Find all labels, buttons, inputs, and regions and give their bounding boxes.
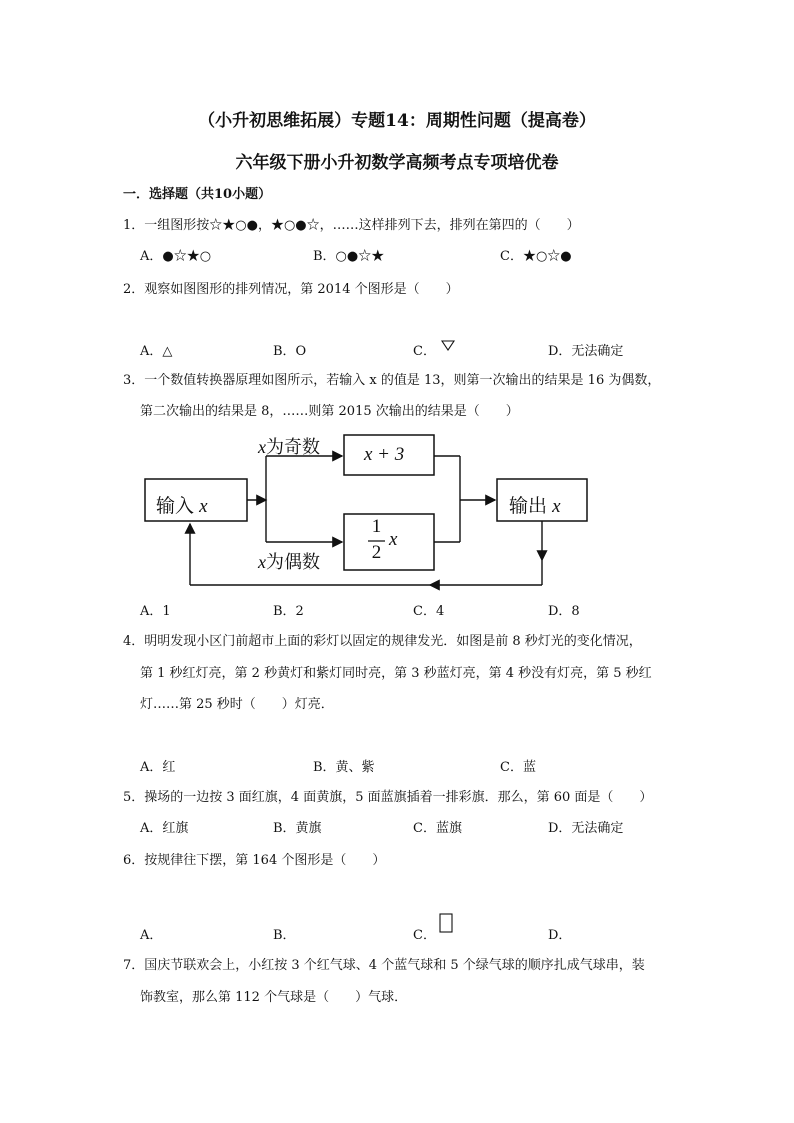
question-4-stem-line2: 第 1 秒红灯亮，第 2 秒黄灯和紫灯同时亮，第 3 秒蓝灯亮，第 4 秒没有灯亮，第 5 秒红 [140,666,652,681]
q2-option-c[interactable] [413,343,436,361]
q5-option-b[interactable]: B．黄旗 [273,821,322,836]
fraction-numerator: 1 [371,516,382,537]
question-3-stem-line1: 3．一个数值转换器原理如图所示，若输入 x 的值是 13，则第一次输出的结果是 16 为偶数， [123,373,661,388]
page-title: （小升初思维拓展）专题14：周期性问题（提高卷） [198,111,596,131]
q4-option-b[interactable]: B．黄、紫 [313,760,375,775]
question-7-stem-line2: 饰教室，那么第 112 个气球是（ ）气球． [140,990,408,1005]
q5-option-a[interactable]: A．红旗 [140,821,189,836]
fraction-denominator: 2 [371,542,382,563]
odd-text: 为奇数 [266,437,320,458]
question-7-stem-line1: 7．国庆节联欢会上，小红按 3 个红气球、4 个蓝气球和 5 个绿气球的顺序扎成气球串，装 [123,958,645,973]
fraction-var: x [389,529,398,550]
output-text: 输出 [509,495,548,517]
q1-option-c[interactable]: C．★○☆● [500,249,572,264]
question-4-stem-line1: 4．明明发现小区门前超市上面的彩灯以固定的规律发光．如图是前 8 秒灯光的变化情况， [123,634,642,649]
q4-option-a[interactable]: A．红 [140,760,176,775]
odd-operation: x + 3 [364,444,405,465]
q5-option-c[interactable]: C．蓝旗 [413,821,462,836]
section-label: 一．选择题（共10小题） [123,187,272,202]
q6-option-c[interactable] [413,927,436,945]
output-box-label [509,491,561,518]
q3-option-a[interactable]: A．1 [140,604,171,619]
q2-option-c-label: C． [413,344,436,359]
q2-option-b[interactable]: B．O [273,344,307,359]
even-branch-label [258,548,320,574]
odd-var: x [258,437,266,457]
page-subtitle: 六年级下册小升初数学高频考点专项培优卷 [235,153,559,173]
question-1-stem: 1．一组图形按☆★○●，★○●☆，……这样排列下去，排列在第四的（ ） [123,218,580,233]
q6-option-b[interactable]: B． [273,928,296,943]
question-3-stem-line2: 第二次输出的结果是 8，……则第 2015 次输出的结果是（ ） [140,404,519,419]
rectangle-icon [439,913,453,933]
q6-option-a[interactable]: A． [140,928,163,943]
down-triangle-icon [441,340,455,352]
q3-option-d[interactable]: D．8 [548,604,580,619]
input-box-label [156,491,208,518]
q3-option-c[interactable]: C．4 [413,604,445,619]
odd-branch-label [258,433,320,459]
question-4-stem-line3: 灯……第 25 秒时（ ）灯亮． [140,697,334,712]
q6-option-c-label: C． [413,928,436,943]
question-2-stem: 2．观察如图图形的排列情况，第 2014 个图形是（ ） [123,282,459,297]
q4-option-c[interactable]: C．蓝 [500,760,536,775]
q3-option-b[interactable]: B．2 [273,604,304,619]
q6-option-d[interactable]: D． [548,928,572,943]
input-text: 输入 [156,495,195,517]
q1-option-a[interactable]: A．●☆★○ [140,249,212,264]
converter-flowchart [140,428,600,593]
question-6-stem: 6．按规律往下摆，第 164 个图形是（ ） [123,853,386,868]
q1-option-b[interactable]: B．○●☆★ [313,249,385,264]
even-text: 为偶数 [266,552,320,573]
input-var: x [199,496,208,517]
q5-option-d[interactable]: D．无法确定 [548,821,624,836]
question-5-stem: 5．操场的一边按 3 面红旗，4 面黄旗，5 面蓝旗插着一排彩旗．那么，第 60 面是（ ） [123,790,653,805]
q2-option-a[interactable]: A．△ [140,344,173,359]
output-var: x [552,496,561,517]
q2-option-d[interactable]: D．无法确定 [548,344,624,359]
even-var: x [258,552,266,572]
